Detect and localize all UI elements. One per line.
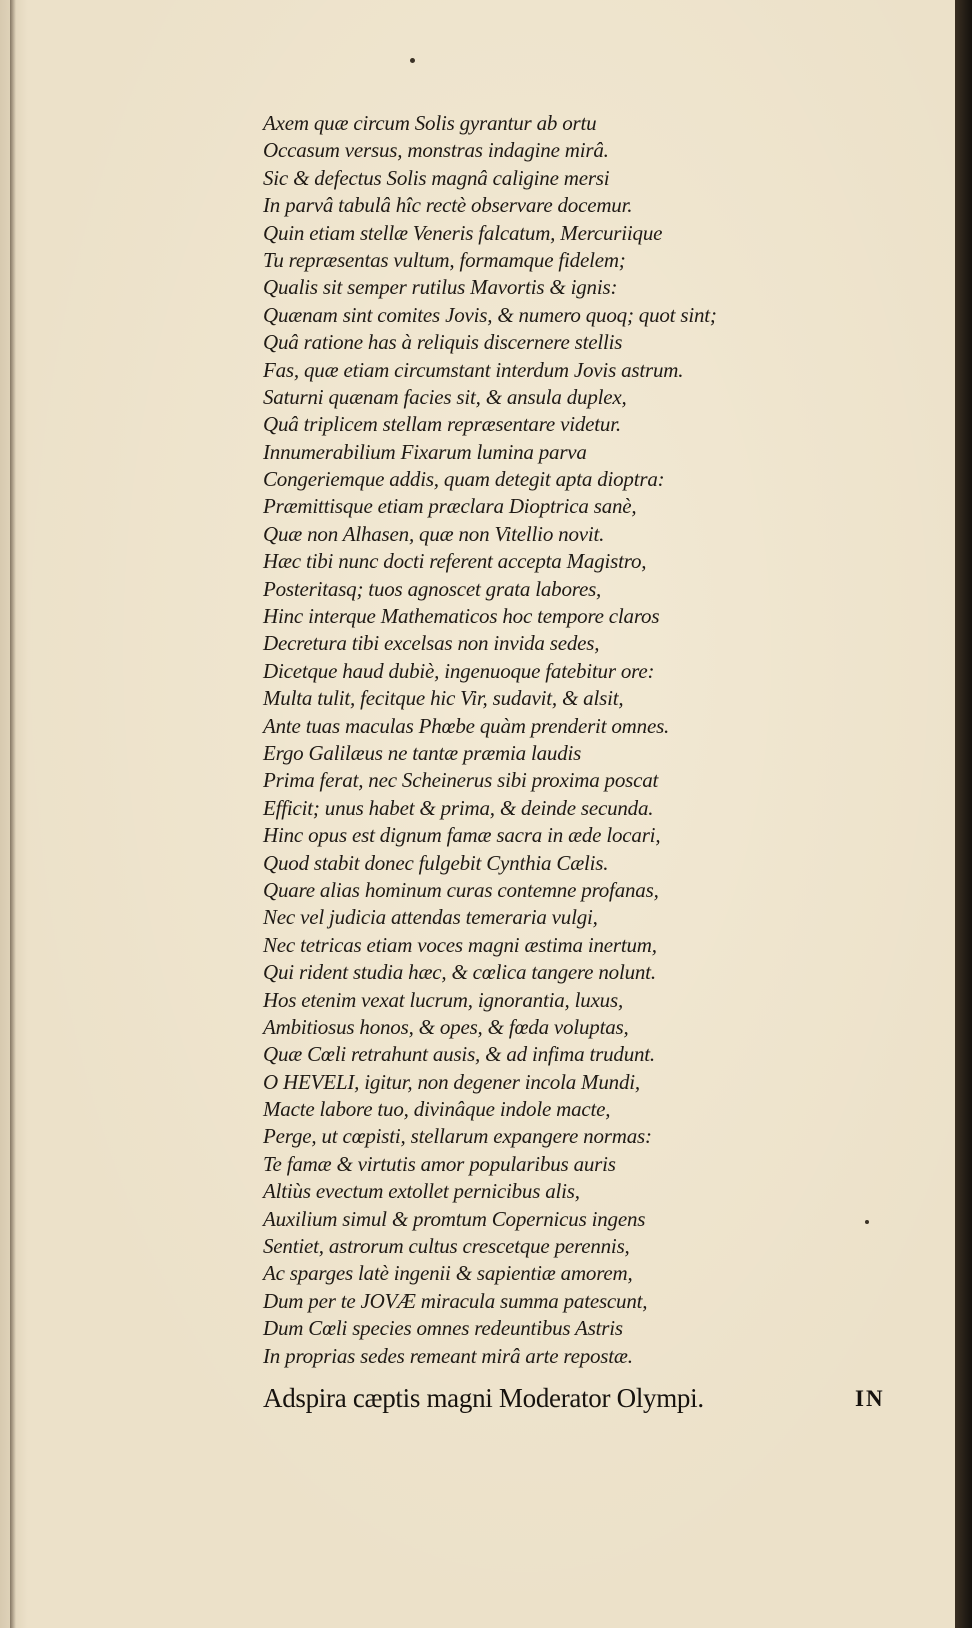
page-gutter-shadow — [10, 0, 16, 1628]
poem-line: Prima ferat, nec Scheinerus sibi proxima poscat — [263, 768, 659, 793]
ink-dot — [410, 58, 415, 63]
poem-line: Ac sparges latè ingenii & sapientiæ amorem, — [263, 1261, 633, 1286]
poem-line: Perge, ut cœpisti, stellarum expangere normas: — [263, 1124, 652, 1149]
poem-line: Innumerabilium Fixarum lumina parva — [263, 439, 587, 464]
poem-line: Ergo Galilæus ne tantæ præmia laudis — [263, 740, 582, 765]
poem-line: Altiùs evectum extollet pernicibus alis, — [263, 1179, 580, 1204]
poem-line: Quæ non Alhasen, quæ non Vitellio novit. — [263, 521, 605, 546]
poem-line: Multa tulit, fecitque hic Vir, sudavit, & alsit, — [263, 686, 624, 711]
poem-line: In proprias sedes remeant mirâ arte repostæ. — [263, 1343, 633, 1368]
poem-line: Hæc tibi nunc docti referent accepta Magistro, — [263, 549, 647, 574]
poem-line: Posteritasq; tuos agnoscet grata labores, — [263, 576, 602, 601]
poem-line: Quâ triplicem stellam repræsentare videtur. — [263, 412, 621, 437]
poem-line: Hinc opus est dignum famæ sacra in æde locari, — [263, 823, 661, 848]
catchword: IN — [855, 1386, 885, 1411]
poem-line: O HEVELI, igitur, non degener incola Mundi, — [263, 1069, 640, 1094]
poem-line: Dicetque haud dubiè, ingenuoque fatebitur ore: — [263, 658, 655, 683]
poem-line: Quænam sint comites Jovis, & numero quoq; quot sint; — [263, 302, 717, 327]
poem-line: Macte labore tuo, divinâque indole macte, — [263, 1097, 611, 1122]
poem-line: Sentiet, astrorum cultus crescetque perennis, — [263, 1234, 630, 1259]
ink-dot — [865, 1220, 869, 1224]
poem-line: Sic & defectus Solis magnâ caligine mersi — [263, 165, 610, 190]
poem-line: Dum per te JOVÆ miracula summa patescunt, — [263, 1288, 648, 1313]
poem-line: Qualis sit semper rutilus Mavortis & ignis: — [263, 275, 618, 300]
poem-line: Præmittisque etiam præclara Dioptrica sanè, — [263, 494, 637, 519]
poem-line: Ante tuas maculas Phœbe quàm prenderit omnes. — [263, 713, 670, 738]
poem-line: Ambitiosus honos, & opes, & fœda voluptas, — [263, 1014, 629, 1039]
poem-line: In parvâ tabulâ hîc rectè observare docemur. — [263, 193, 633, 218]
poem-line: Hinc interque Mathematicos hoc tempore claros — [263, 604, 660, 629]
poem-line: Saturni quænam facies sit, & ansula duplex, — [263, 384, 627, 409]
poem-line: Axem quæ circum Solis gyrantur ab ortu — [263, 111, 597, 135]
poem-line: Quare alias hominum curas contemne profanas, — [263, 877, 659, 902]
poem-line: Qui rident studia hæc, & cœlica tangere nolunt. — [263, 960, 656, 985]
closing-line: Adspira cæptis magni Moderator Olympi. — [263, 1383, 704, 1413]
poem-line: Te famæ & virtutis amor popularibus auris — [263, 1151, 616, 1176]
poem-line: Nec tetricas etiam voces magni æstima inertum, — [263, 932, 657, 957]
poem-line: Decretura tibi excelsas non invida sedes, — [263, 631, 600, 656]
poem-line: Tu repræsentas vultum, formamque fidelem; — [263, 247, 626, 272]
poem-line: Efficit; unus habet & prima, & deinde secunda. — [263, 795, 654, 820]
poem-line: Quod stabit donec fulgebit Cynthia Cælis. — [263, 850, 609, 875]
poem-line: Quæ Cœli retrahunt ausis, & ad infima trudunt. — [263, 1042, 655, 1067]
poem-line: Auxilium simul & promtum Copernicus ingens — [263, 1206, 646, 1231]
poem-line: Fas, quæ etiam circumstant interdum Jovis astrum. — [263, 357, 684, 382]
page-edge — [955, 0, 972, 1628]
poem-line: Dum Cœli species omnes redeuntibus Astris — [263, 1316, 623, 1341]
poem-line: Congeriemque addis, quam detegit apta dioptra: — [263, 467, 665, 492]
poem-line: Occasum versus, monstras indagine mirâ. — [263, 138, 609, 163]
poem-lines — [263, 110, 717, 1370]
poem-line: Nec vel judicia attendas temeraria vulgi, — [263, 905, 598, 930]
poem-line: Quin etiam stellæ Veneris falcatum, Mercuriique — [263, 220, 663, 245]
poem-line: Quâ ratione has à reliquis discernere stellis — [263, 330, 623, 355]
poem-line: Hos etenim vexat lucrum, ignorantia, luxus, — [263, 987, 624, 1012]
